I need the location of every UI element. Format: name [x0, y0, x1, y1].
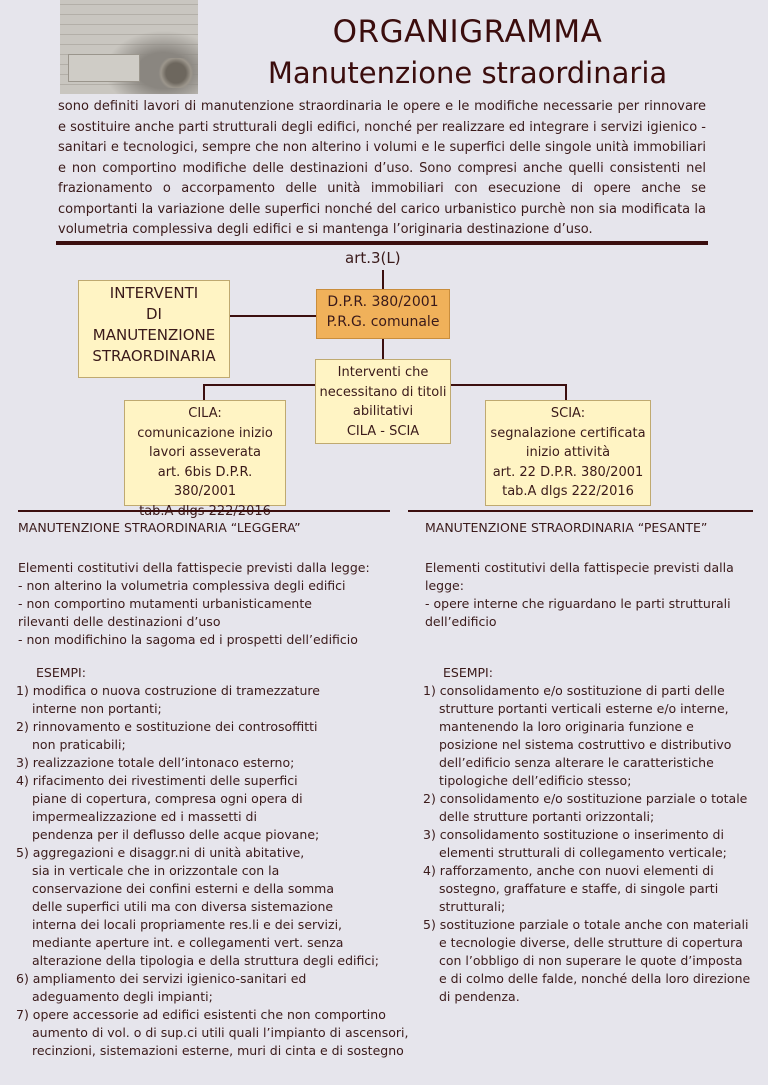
left-example-line: mediante aperture int. e collegamenti vert. senza [32, 935, 344, 950]
right-example-line: delle strutture portanti orizzontali; [439, 809, 655, 824]
divider [56, 241, 708, 245]
left-example-line: aumento di vol. o di sup.ci utili quali l’impianto di ascensori, [32, 1025, 409, 1040]
left-line: - non alterino la volumetria complessiva degli edifici [18, 578, 346, 593]
right-example-line: elementi strutturali di collegamento verticale; [439, 845, 727, 860]
left-line: rilevanti delle destinazioni d’uso [18, 614, 221, 629]
connector-dpr-mid [382, 337, 384, 359]
left-example-line: alterazione della tipologia e della struttura degli edifici; [32, 953, 379, 968]
left-example-line: interna dei locali propriamente res.li e dei servizi, [32, 917, 343, 932]
scia-line: SCIA: [550, 406, 586, 421]
scia-line: tab.A dlgs 222/2016 [502, 484, 634, 499]
left-heading: MANUTENZIONE STRAORDINARIA “LEGGERA” [18, 520, 301, 535]
left-example-line: 7) opere accessorie ad edifici esistenti che non comportino [16, 1007, 386, 1022]
left-elements [18, 559, 370, 649]
left-example-line: recinzioni, sistemazioni esterne, muri di cinta e di sostegno [32, 1043, 404, 1058]
cila-line: comunicazione inizio [137, 425, 273, 441]
titoli-box [315, 359, 451, 444]
connector-mid-cila [203, 384, 315, 386]
left-example-line: conservazione dei confini esterni e della somma [32, 881, 334, 896]
right-example-line: tipologiche dell’edificio stesso; [439, 773, 632, 788]
bathtub-shape [68, 54, 140, 82]
page-title: ORGANIGRAMMA [332, 14, 603, 50]
right-example-line: dell’edificio senza alterare le caratteristiche [439, 755, 714, 770]
right-example-line: mantenendo la loro originaria funzione e [439, 719, 694, 734]
left-examples [16, 664, 408, 1060]
interventi-line: MANUTENZIONE [92, 326, 216, 344]
connector-mid-scia [449, 384, 567, 386]
right-line: - opere interne che riguardano le parti strutturali [425, 596, 731, 611]
right-examples [423, 664, 750, 1006]
interventi-line: STRAORDINARIA [92, 347, 216, 365]
scia-line: art. 22 D.P.R. 380/2001 [492, 464, 644, 480]
right-examples-heading: ESEMPI: [443, 665, 493, 680]
connector-left-dpr [228, 315, 316, 317]
dpr-line: P.R.G. comunale [326, 314, 440, 330]
right-example-line: strutturali; [439, 899, 506, 914]
right-example-line: 2) consolidamento e/o sostituzione parziale o totale [423, 791, 748, 806]
right-heading: MANUTENZIONE STRAORDINARIA “PESANTE” [425, 520, 708, 535]
titoli-line: CILA - SCIA [346, 423, 420, 439]
titoli-line: abilitativi [352, 404, 414, 419]
left-example-line: non praticabili; [32, 737, 126, 752]
left-example-line: pendenza per il deflusso delle acque piovane; [32, 827, 320, 842]
right-section-rule [408, 510, 753, 512]
left-example-line: 4) rifacimento dei rivestimenti delle superfici [16, 773, 298, 788]
left-example-line: 3) realizzazione totale dell’intonaco esterno; [16, 755, 295, 770]
left-example-line: interne non portanti; [32, 701, 162, 716]
cila-box [124, 400, 286, 506]
right-line: legge: [425, 578, 464, 593]
right-elements [425, 559, 734, 631]
demolition-bathroom-photo [60, 0, 198, 94]
left-example-line: impermealizzazione ed i massetti di [32, 809, 257, 824]
connector-art-dpr [382, 270, 384, 289]
scia-box [485, 400, 651, 506]
right-example-line: posizione nel sistema costruttivo e distributivo [439, 737, 732, 752]
dpr-line: D.P.R. 380/2001 [327, 294, 439, 310]
cila-line: CILA: [188, 406, 222, 421]
interventi-line: DI [146, 305, 162, 323]
left-example-line: 2) rinnovamento e sostituzione dei controsoffitti [16, 719, 318, 734]
rubble-shape [156, 58, 196, 88]
right-line: Elementi costitutivi della fattispecie previsti dalla [425, 560, 734, 575]
left-line: Elementi costitutivi della fattispecie previsti dalla legge: [18, 560, 370, 575]
right-example-line: sostegno, graffature e staffe, di singole parti [439, 881, 719, 896]
left-line: - non modifichino la sagoma ed i prospetti dell’edificio [18, 632, 358, 647]
connector-scia-drop [565, 384, 567, 400]
left-example-line: sia in verticale che in orizzontale con la [32, 863, 280, 878]
cila-line: lavori asseverata [149, 445, 261, 460]
dpr-box [316, 289, 450, 339]
right-example-line: 3) consolidamento sostituzione o inserimento di [423, 827, 724, 842]
titoli-line: necessitano di titoli [319, 384, 447, 400]
connector-cila-drop [203, 384, 205, 400]
left-example-line: 1) modifica o nuova costruzione di tramezzature [16, 683, 320, 698]
right-example-line: 5) sostituzione parziale o totale anche con materiali [423, 917, 749, 932]
left-example-line: adeguamento degli impianti; [32, 989, 213, 1004]
intro-paragraph: sono definiti lavori di manutenzione straordinaria le opere e le modifiche necessarie per rinnovare e sostituire anche parti strutturali degli edifici, nonché per realizzare ed integrare i servizi igienico - sanitari e tecnologici, sempre che non alterino i volumi e le superfici delle singole unità immobiliari e non comportino modifiche delle destinazioni d’uso. Sono compresi anche quelli consistenti nel frazionamento o accorpamento delle unità immobiliari con esecuzione di opere anche se comportanti la variazione delle superfici nonché del carico urbanistico purchè non sia modificata la volumetria complessiva degli edifici e si mantenga l’originaria destinazione d’uso. [58, 99, 706, 237]
titoli-line: Interventi che [337, 365, 429, 380]
right-example-line: 1) consolidamento e/o sostituzione di parti delle [423, 683, 725, 698]
right-line: dell’edificio [425, 614, 497, 629]
left-example-line: piane di copertura, compresa ogni opera di [32, 791, 303, 806]
left-examples-heading: ESEMPI: [36, 665, 86, 680]
right-example-line: con l’obbligo di non superare le quote d’imposta [439, 953, 743, 968]
interventi-line: INTERVENTI [109, 284, 199, 302]
right-example-line: di pendenza. [439, 989, 520, 1004]
left-section-rule [18, 510, 390, 512]
art-label: art.3(L) [345, 249, 401, 267]
interventi-box [78, 280, 230, 378]
left-line: - non comportino mutamenti urbanisticamente [18, 596, 312, 611]
right-example-line: e di colmo delle falde, nonché della loro direzione [439, 971, 751, 986]
left-example-line: 6) ampliamento dei servizi igienico-sanitari ed [16, 971, 307, 986]
left-example-line: 5) aggregazioni e disaggr.ni di unità abitative, [16, 845, 305, 860]
page-subtitle: Manutenzione straordinaria [267, 56, 668, 90]
left-example-line: delle superfici utili ma con diversa sistemazione [32, 899, 334, 914]
right-example-line: e tecnologie diverse, delle strutture di copertura [439, 935, 743, 950]
scia-line: inizio attività [525, 445, 611, 460]
scia-line: segnalazione certificata [490, 425, 646, 441]
cila-line: art. 6bis D.P.R. 380/2001 [157, 464, 253, 499]
right-example-line: strutture portanti verticali esterne e/o interne, [439, 701, 729, 716]
right-example-line: 4) rafforzamento, anche con nuovi elementi di [423, 863, 714, 878]
